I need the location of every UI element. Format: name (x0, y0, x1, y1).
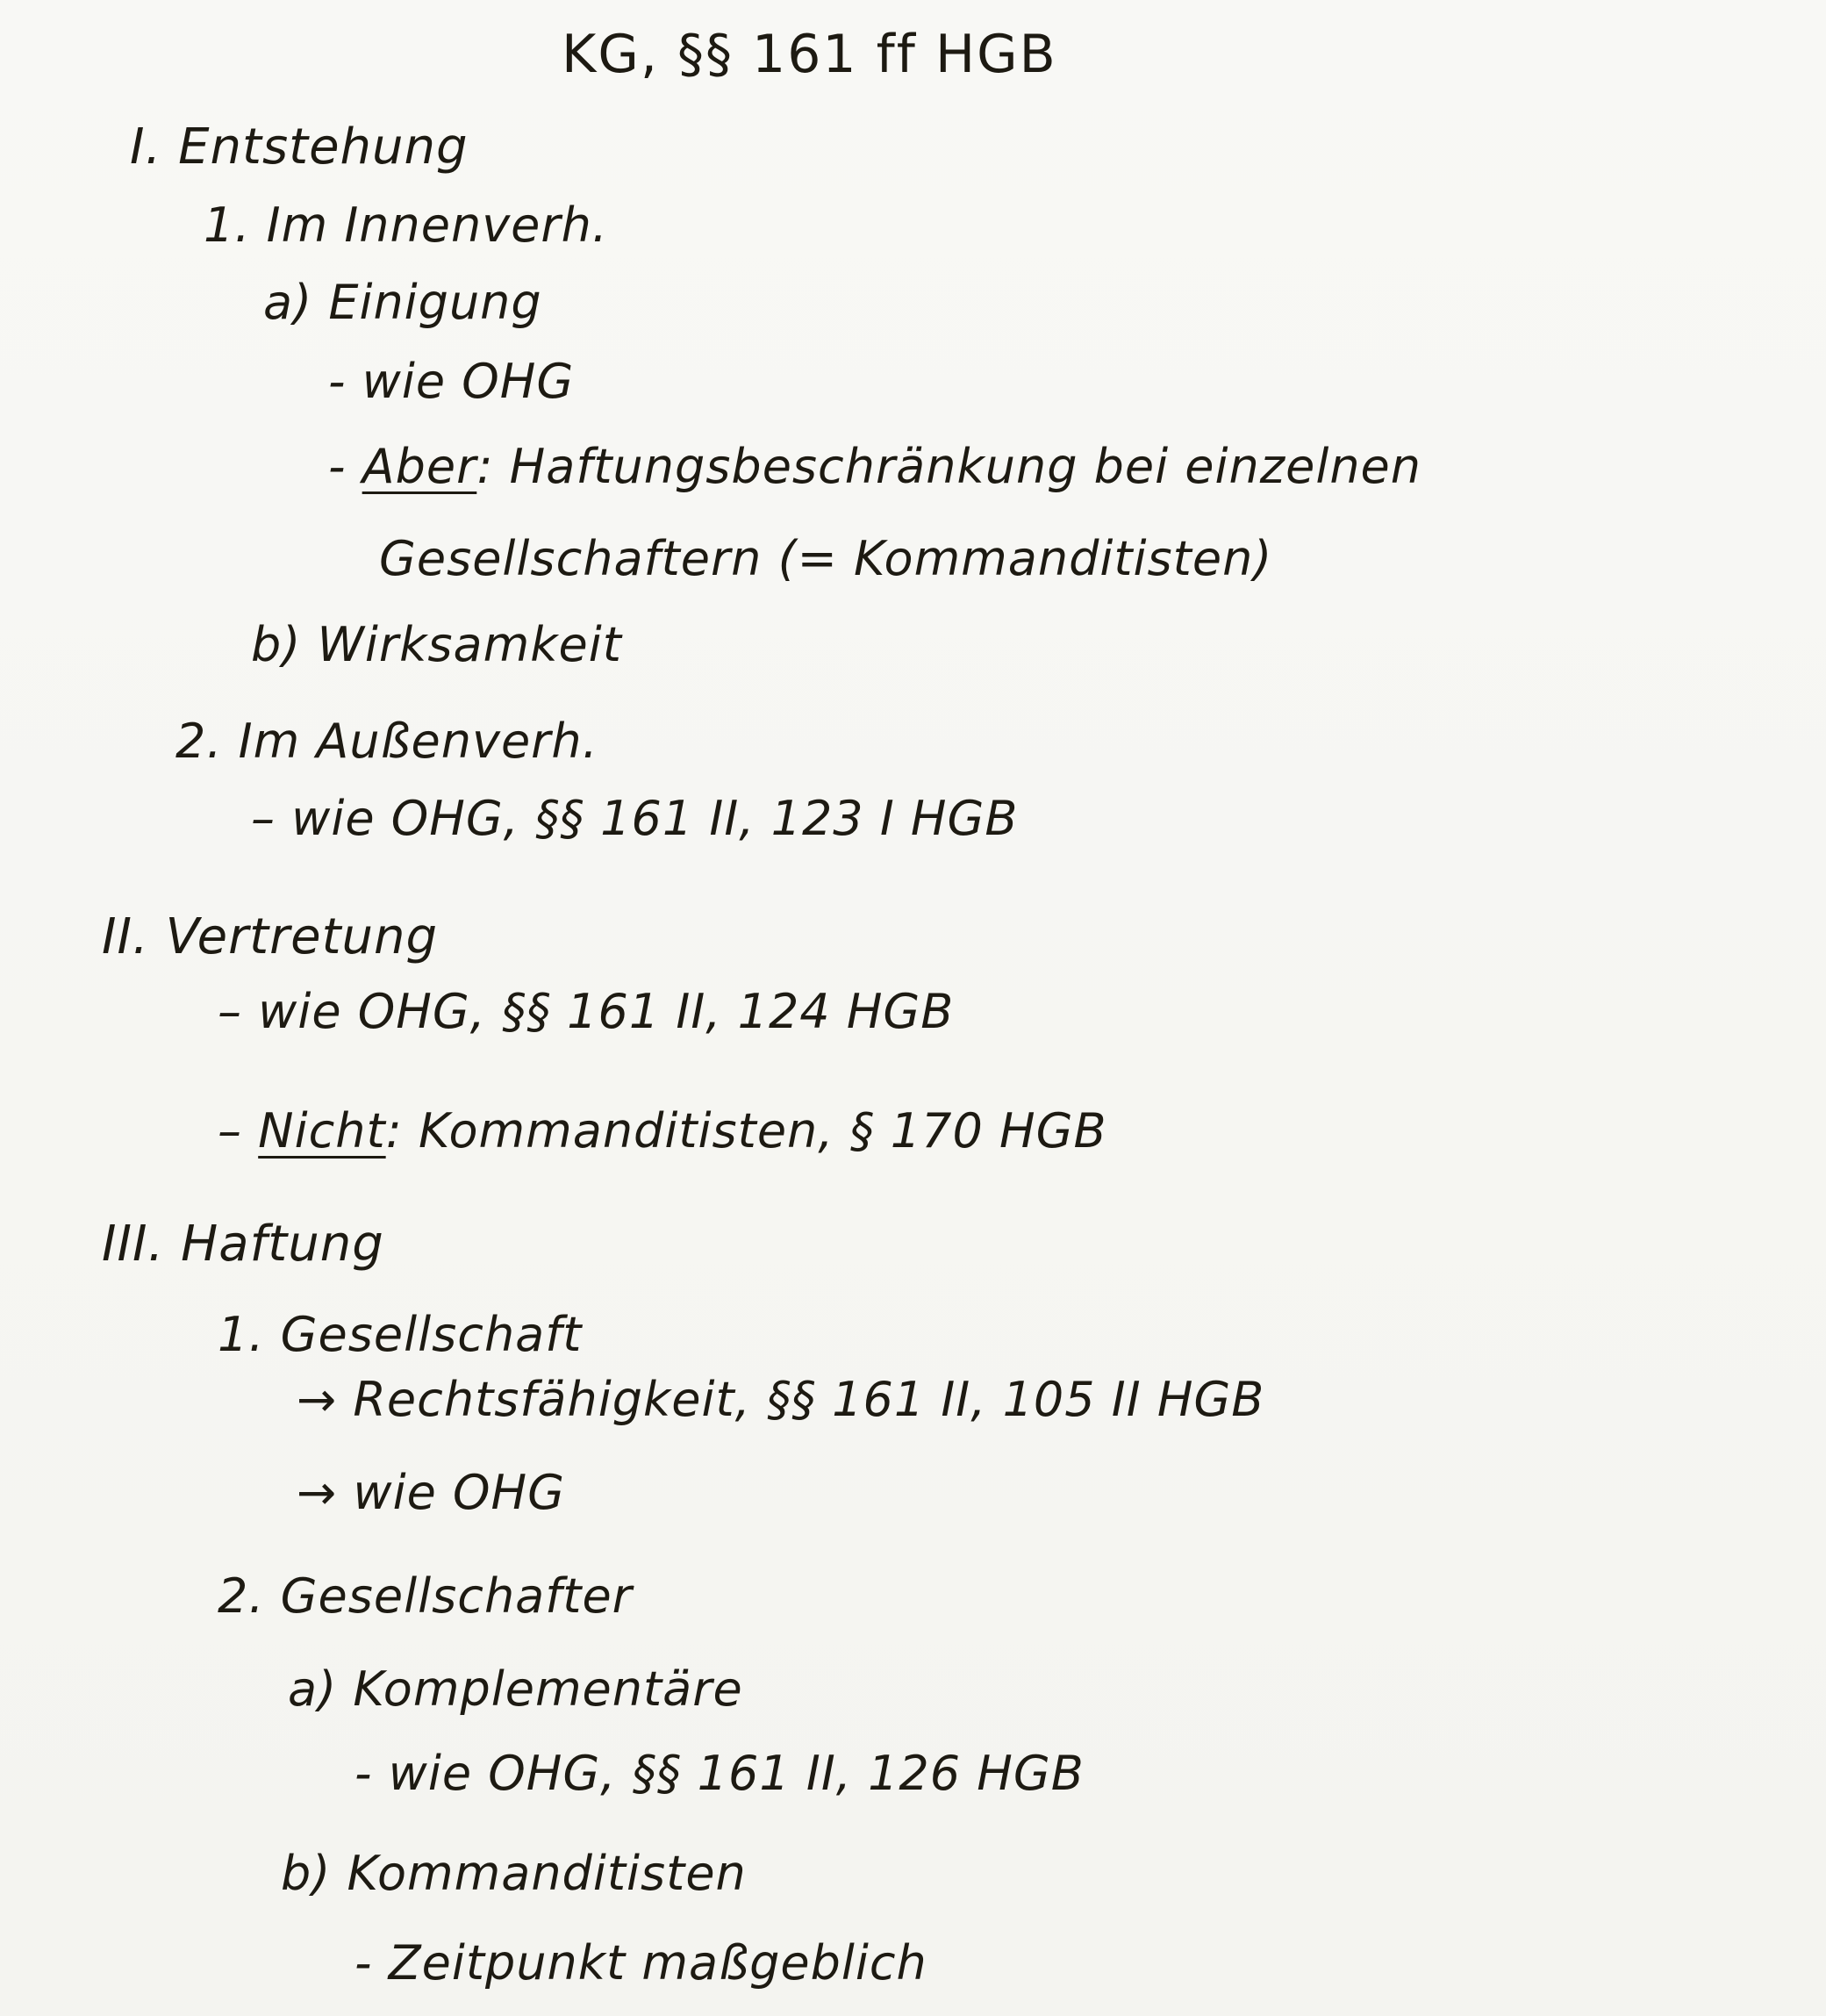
section-1-sub-1-a-line-1: - wie OHG (328, 354, 575, 409)
page-title: KG, §§ 161 ff HGB (562, 24, 1057, 85)
section-2-line-1: – wie OHG, §§ 161 II, 124 HGB (218, 984, 955, 1039)
section-3-sub-1-line-2: → wie OHG (297, 1465, 565, 1520)
line-prefix: - (328, 439, 362, 494)
emphasis-aber: Aber (362, 439, 477, 494)
section-1-sub-1-a-heading: a) Einigung (263, 275, 542, 330)
section-3-sub-2-heading: 2. Gesellschafter (218, 1568, 633, 1624)
section-3-sub-1-line-1: → Rechtsfähigkeit, §§ 161 II, 105 II HGB (297, 1372, 1265, 1427)
section-1-sub-1-heading: 1. Im Innenverh. (204, 197, 608, 253)
section-3-sub-1-heading: 1. Gesellschaft (218, 1307, 583, 1362)
section-1-sub-1-a-line-2 (328, 439, 1421, 494)
section-3-heading: III. Haftung (102, 1216, 384, 1273)
line-rest: : Kommanditisten, § 170 HGB (385, 1103, 1107, 1159)
section-3-sub-2-b-heading: b) Kommanditisten (281, 1846, 747, 1901)
section-2-line-2 (218, 1103, 1107, 1159)
emphasis-nicht: Nicht (258, 1103, 386, 1159)
section-3-sub-2-a-heading: a) Komplementäre (288, 1661, 743, 1717)
section-1-sub-2-line-1: – wie OHG, §§ 161 II, 123 I HGB (251, 791, 1019, 846)
section-3-sub-2-a-line-1: - wie OHG, §§ 161 II, 126 HGB (354, 1746, 1085, 1801)
section-1-sub-1-b-heading: b) Wirksamkeit (251, 617, 622, 672)
section-2-heading: II. Vertretung (102, 908, 439, 965)
section-1-heading: I. Entstehung (130, 118, 469, 176)
section-1-sub-2-heading: 2. Im Außenverh. (175, 714, 598, 769)
line-rest: : Haftungsbeschränkung bei einzelnen (476, 439, 1421, 494)
section-3-sub-2-b-line-1: - Zeitpunkt maßgeblich (354, 1935, 927, 1991)
section-1-sub-1-a-line-3: Gesellschaftern (= Kommanditisten) (379, 531, 1273, 586)
line-prefix: – (218, 1103, 259, 1159)
